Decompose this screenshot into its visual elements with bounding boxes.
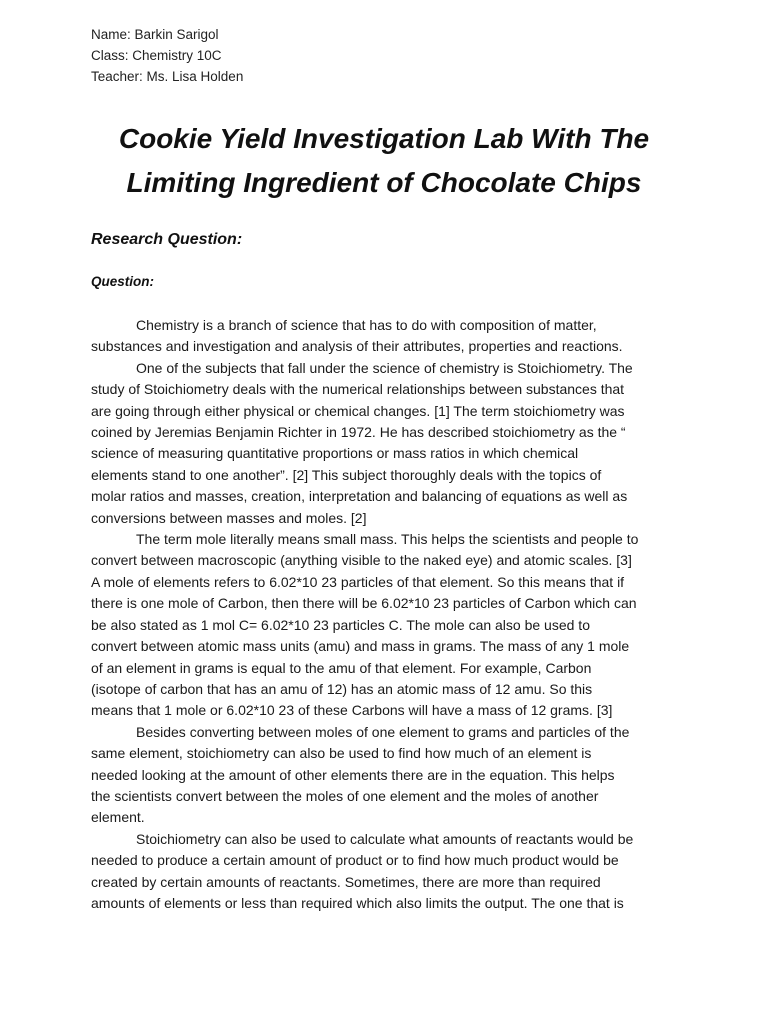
body-paragraphs [91,315,691,914]
body-line: Stoichiometry can also be used to calculate what amounts of reactants would be [136,830,634,847]
body-line: be also stated as 1 mol C= 6.02*10 23 particles C. The mole can also be used to [91,616,590,633]
body-line: element. [91,809,145,826]
title-line-1: Cookie Yield Investigation Lab With The [118,123,650,154]
body-line: there is one mole of Carbon, then there will be 6.02*10 23 particles of Carbon which can [91,595,637,612]
teacher-name: Teacher: Ms. Lisa Holden [91,69,244,84]
title-line-2: Limiting Ingredient of Chocolate Chips [126,167,642,198]
body-line: science of measuring quantitative proportions or mass ratios in which chemical [91,445,579,462]
question-heading: Question: [91,274,154,289]
research-question-heading: Research Question: [91,231,243,248]
body-line: the scientists convert between the moles of one element and the moles of another [91,787,599,804]
body-line: The term mole literally means small mass. This helps the scientists and people to [136,531,639,548]
body-line: molar ratios and masses, creation, interpretation and balancing of equations as well as [91,488,628,505]
body-line: substances and investigation and analysis of their attributes, properties and reactions. [91,338,623,355]
body-line: Chemistry is a branch of science that has to do with composition of matter, [136,317,597,333]
body-line: amounts of elements or less than required which also limits the output. The one that is [91,894,624,911]
body-line: convert between macroscopic (anything visible to the naked eye) and atomic scales. [3] [91,552,632,569]
body-line: coined by Jeremias Benjamin Richter in 1972. He has described stoichiometry as the “ [91,424,626,441]
student-info [91,24,243,87]
body-line: elements stand to one another”. [2] This subject thoroughly deals with the topics of [91,466,602,483]
document-title [40,117,728,205]
body-line: One of the subjects that fall under the science of chemistry is Stoichiometry. The [136,359,633,376]
body-line: conversions between masses and moles. [2] [91,509,367,526]
body-line: needed looking at the amount of other elements there are in the equation. This helps [91,766,615,783]
student-name: Name: Barkin Sarigol [91,27,219,42]
body-line: study of Stoichiometry deals with the numerical relationships between substances that [91,381,625,398]
class-name: Class: Chemistry 10C [91,48,222,63]
body-line: needed to produce a certain amount of product or to find how much product would be [91,852,619,869]
body-line: of an element in grams is equal to the amu of that element. For example, Carbon [91,659,592,676]
body-line: means that 1 mole or 6.02*10 23 of these Carbons will have a mass of 12 grams. [3] [91,702,613,719]
body-line: A mole of elements refers to 6.02*10 23 particles of that element. So this means that if [91,573,625,590]
body-line: Besides converting between moles of one element to grams and particles of the [136,723,630,740]
body-line: same element, stoichiometry can also be used to find how much of an element is [91,745,592,762]
body-line: created by certain amounts of reactants. Sometimes, there are more than required [91,873,601,890]
body-line: are going through either physical or chemical changes. [1] The term stoichiometry was [91,402,625,419]
body-line: convert between atomic mass units (amu) and mass in grams. The mass of any 1 mole [91,638,630,655]
body-line: (isotope of carbon that has an amu of 12) has an atomic mass of 12 amu. So this [91,680,593,697]
